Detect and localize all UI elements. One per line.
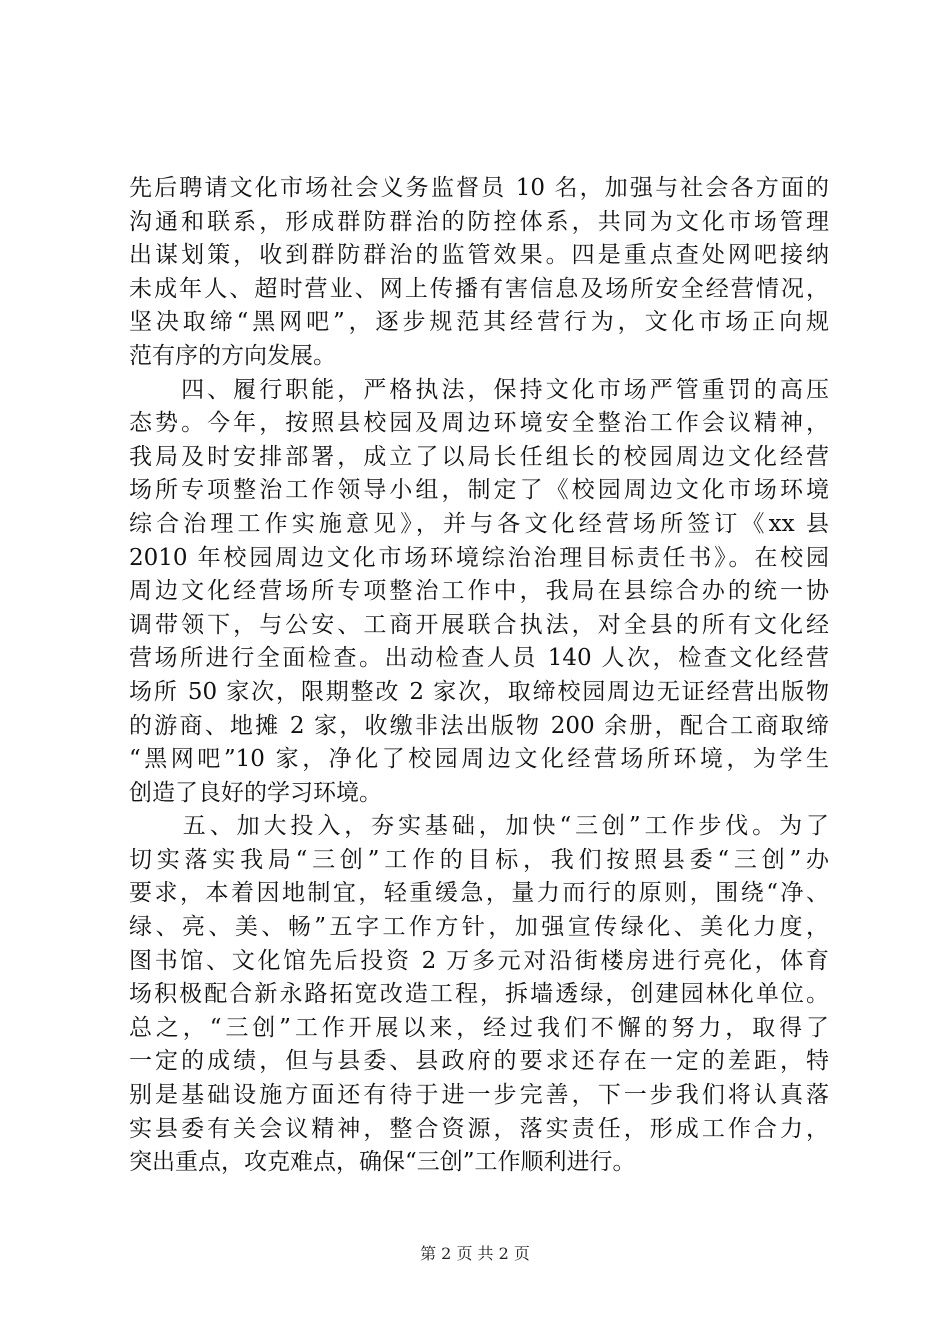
text-line: 综合治理工作实施意见》，并与各文化经营场所签订《xx 县 xyxy=(129,510,829,537)
text-line: 四、履行职能，严格执法，保持文化市场严管重罚的高压 xyxy=(129,376,829,403)
text-line: 周边文化经营场所专项整治工作中，我局在县综合办的统一协 xyxy=(129,578,829,605)
text-line: 场所 50 家次，限期整改 2 家次，取缔校园周边无证经营出版物 xyxy=(129,678,829,705)
page-number-label: 第 2 页 共 2 页 xyxy=(420,1244,530,1263)
text-line: 出谋划策，收到群防群治的监管效果。四是重点查处网吧接纳 xyxy=(129,242,829,269)
text-line: 实县委有关会议精神，整合资源，落实责任，形成工作合力， xyxy=(129,1115,829,1142)
text-line: 一定的成绩，但与县委、县政府的要求还存在一定的差距，特 xyxy=(129,1048,829,1075)
text-line: 五、加大投入，夯实基础，加快“三创”工作步伐。为了 xyxy=(129,813,829,840)
text-line: 绿、亮、美、畅”五字工作方针，加强宣传绿化、美化力度， xyxy=(129,914,829,941)
text-line: 别是基础设施方面还有待于进一步完善，下一步我们将认真落 xyxy=(129,1082,829,1109)
text-line: 场积极配合新永路拓宽改造工程，拆墙透绿，创建园林化单位。 xyxy=(129,981,829,1008)
text-line: 营场所进行全面检查。出动检查人员 140 人次，检查文化经营 xyxy=(129,645,829,672)
text-line: 图书馆、文化馆先后投资 2 万多元对沿街楼房进行亮化，体育 xyxy=(129,947,829,974)
text-line: 创造了良好的学习环境。 xyxy=(129,779,382,806)
document-body xyxy=(129,172,829,1180)
text-line: 沟通和联系，形成群防群治的防控体系，共同为文化市场管理 xyxy=(129,208,829,235)
text-line: 2010 年校园周边文化市场环境综治治理目标责任书》。在校园 xyxy=(129,544,829,571)
text-line: 场所专项整治工作领导小组，制定了《校园周边文化市场环境 xyxy=(129,477,829,504)
text-line: 先后聘请文化市场社会义务监督员 10 名，加强与社会各方面的 xyxy=(129,175,829,201)
text-line: 调带领下，与公安、工商开展联合执法，对全县的所有文化经 xyxy=(129,611,829,638)
text-line: 总之，“三创”工作开展以来，经过我们不懈的努力，取得了 xyxy=(129,1014,829,1041)
text-line: 突出重点，攻克难点，确保“三创”工作顺利进行。 xyxy=(129,1149,636,1176)
text-line: 态势。今年，按照县校园及周边环境安全整治工作会议精神， xyxy=(129,410,829,437)
text-line: 我局及时安排部署，成立了以局长任组长的校园周边文化经营 xyxy=(129,443,829,470)
text-line: “黑网吧”10 家，净化了校园周边文化经营场所环境，为学生 xyxy=(129,746,829,773)
text-line: 范有序的方向发展。 xyxy=(129,342,336,369)
page-footer xyxy=(0,1244,950,1264)
text-line: 未成年人、超时营业、网上传播有害信息及场所安全经营情况， xyxy=(129,275,829,302)
text-line: 切实落实我局“三创”工作的目标，我们按照县委“三创”办 xyxy=(129,846,829,873)
text-line: 要求，本着因地制宜，轻重缓急，量力而行的原则，围绕“净、 xyxy=(129,880,829,907)
text-line: 坚决取缔“黑网吧”，逐步规范其经营行为，文化市场正向规 xyxy=(129,309,829,336)
text-line: 的游商、地摊 2 家，收缴非法出版物 200 余册，配合工商取缔 xyxy=(129,712,829,739)
